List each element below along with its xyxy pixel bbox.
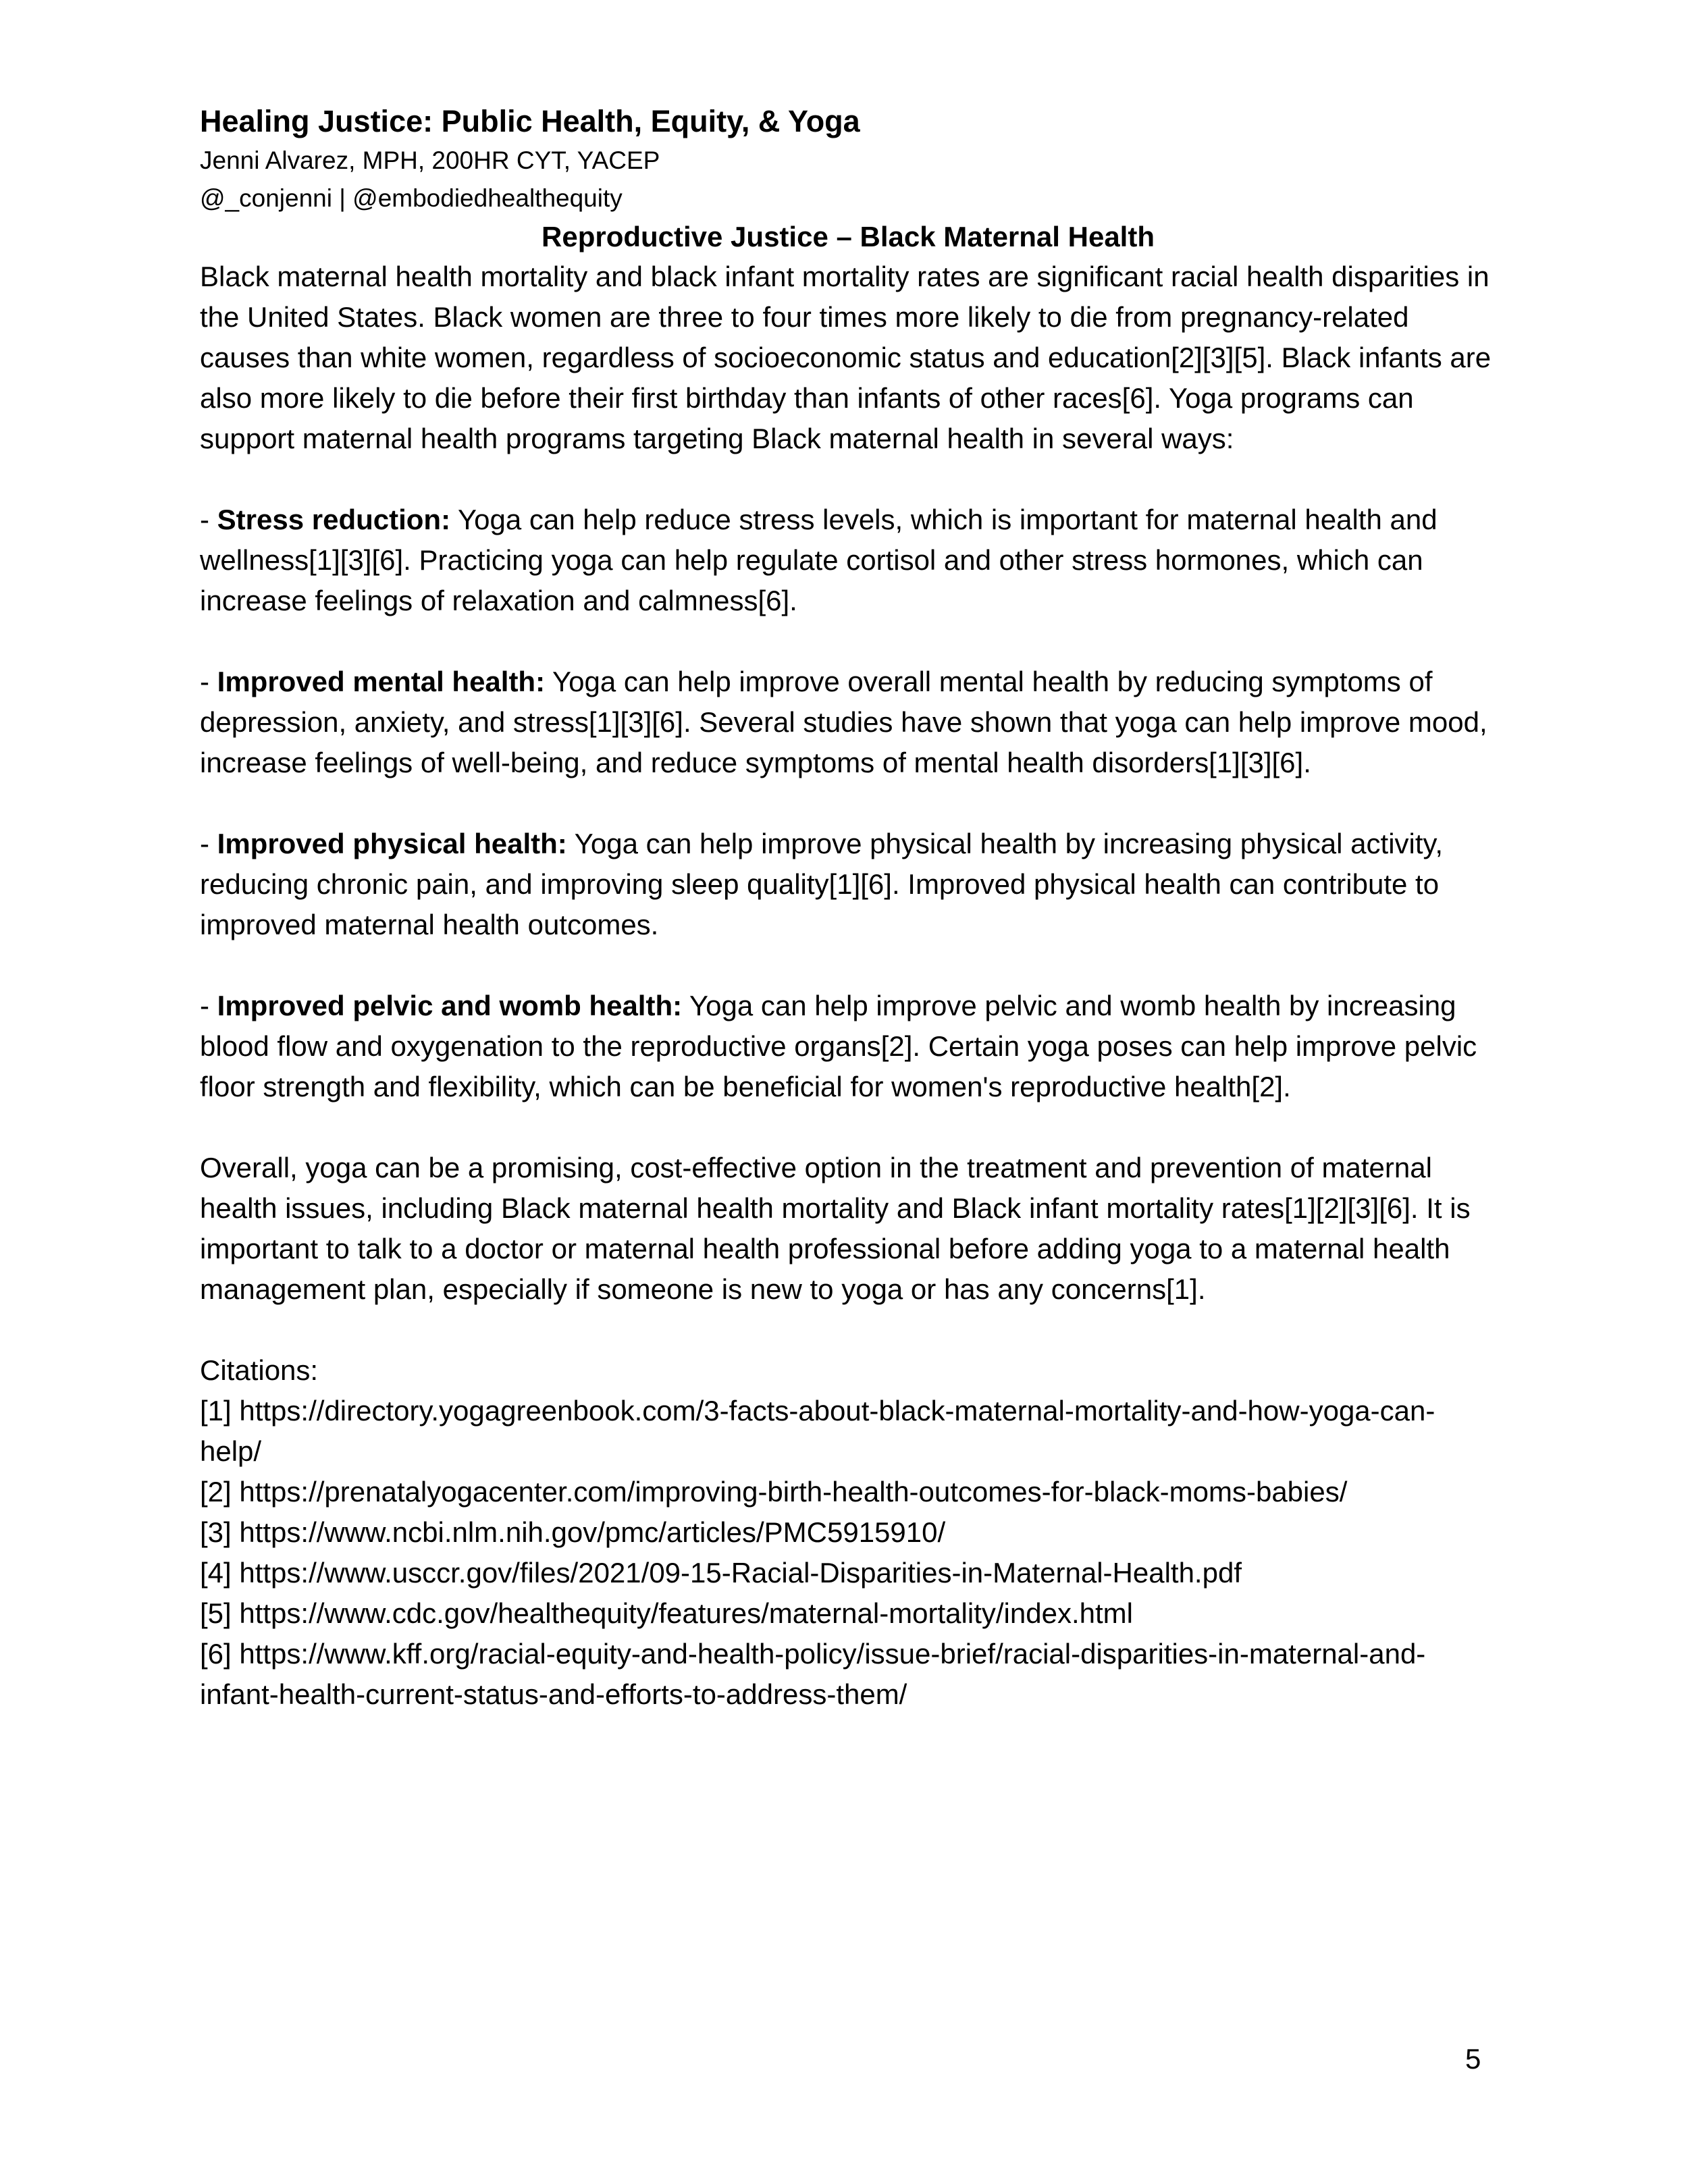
document-page: [200, 101, 1496, 1715]
bullet-physical-health: [200, 824, 1496, 945]
bullet-text: Yoga can help improve physical health by increasing physical activity, reducing chronic pain, and improving sleep quality[1][6]. Improved physical health can contribute to improved maternal health outcomes.: [200, 828, 1444, 940]
bullet-text: Yoga can help reduce stress levels, which is important for maternal health and wellness[1][3][6]. Practicing yoga can help regulate cortisol and other stress hormones, which can increase feelings of relaxation and calmness[6].: [200, 504, 1438, 616]
citations-heading: Citations:: [200, 1354, 319, 1386]
bullet-dash: -: [200, 828, 217, 859]
bullet-mental-health: [200, 662, 1496, 783]
section-heading: Reproductive Justice – Black Maternal Health: [542, 221, 1155, 252]
citation-item[interactable]: [2] https://prenatalyogacenter.com/improving-birth-health-outcomes-for-black-moms-babies/: [200, 1476, 1348, 1508]
bullet-dash: -: [200, 666, 217, 697]
citation-item[interactable]: [5] https://www.cdc.gov/healthequity/features/maternal-mortality/index.html: [200, 1597, 1133, 1629]
bullet-label: Improved physical health:: [217, 828, 567, 859]
social-handles-line: @_conjenni | @embodiedhealthequity: [200, 184, 623, 212]
citation-item[interactable]: [6] https://www.kff.org/racial-equity-and-health-policy/issue-brief/racial-disparities-in-maternal-and-infant-health-current-status-and-efforts-to-address-them/: [200, 1638, 1426, 1710]
page-number: 5: [1465, 2043, 1481, 2075]
citation-item[interactable]: [1] https://directory.yogagreenbook.com/3-facts-about-black-maternal-mortality-and-how-yoga-can-help/: [200, 1395, 1435, 1467]
bullet-label: Improved mental health:: [217, 666, 546, 697]
citation-item[interactable]: [3] https://www.ncbi.nlm.nih.gov/pmc/articles/PMC5915910/: [200, 1516, 946, 1548]
bullet-dash: -: [200, 990, 217, 1021]
bullet-stress-reduction: [200, 500, 1496, 621]
bullet-label: Improved pelvic and womb health:: [217, 990, 683, 1021]
bullet-dash: -: [200, 504, 217, 535]
document-title: Healing Justice: Public Health, Equity, & Yoga: [200, 104, 860, 138]
bullet-text: Yoga can help improve overall mental health by reducing symptoms of depression, anxiety, and stress[1][3][6]. Several studies have shown that yoga can help improve mood, increase feelings of well-being, and reduce symptoms of mental health disorders[1][3][6].: [200, 666, 1487, 778]
bullet-label: Stress reduction:: [217, 504, 451, 535]
intro-paragraph: Black maternal health mortality and black infant mortality rates are significant racial health disparities in the United States. Black women are three to four times more likely to die from pregnancy-related causes than white women, regardless of socioeconomic status and education[2][3][5]. Black infants are also more likely to die before their first birthday than infants of other races[6]. Yoga programs can support maternal health programs targeting Black maternal health in several ways:: [200, 261, 1492, 454]
citations-list: [200, 1350, 1496, 1715]
bullet-text: Yoga can help improve pelvic and womb health by increasing blood flow and oxygenation to the reproductive organs[2]. Certain yoga poses can help improve pelvic floor strength and flexibility, which can be beneficial for women's reproductive health[2].: [200, 990, 1477, 1102]
bullet-pelvic-womb-health: [200, 986, 1496, 1107]
citation-item[interactable]: [4] https://www.usccr.gov/files/2021/09-15-Racial-Disparities-in-Maternal-Health.pdf: [200, 1557, 1242, 1589]
author-line: Jenni Alvarez, MPH, 200HR CYT, YACEP: [200, 147, 660, 174]
conclusion-paragraph: Overall, yoga can be a promising, cost-effective option in the treatment and prevention of maternal health issues, including Black maternal health mortality and Black infant mortality rates[1][2][3][6]. It is important to talk to a doctor or maternal health professional before adding yoga to a maternal health management plan, especially if someone is new to yoga or has any concerns[1].: [200, 1152, 1471, 1305]
